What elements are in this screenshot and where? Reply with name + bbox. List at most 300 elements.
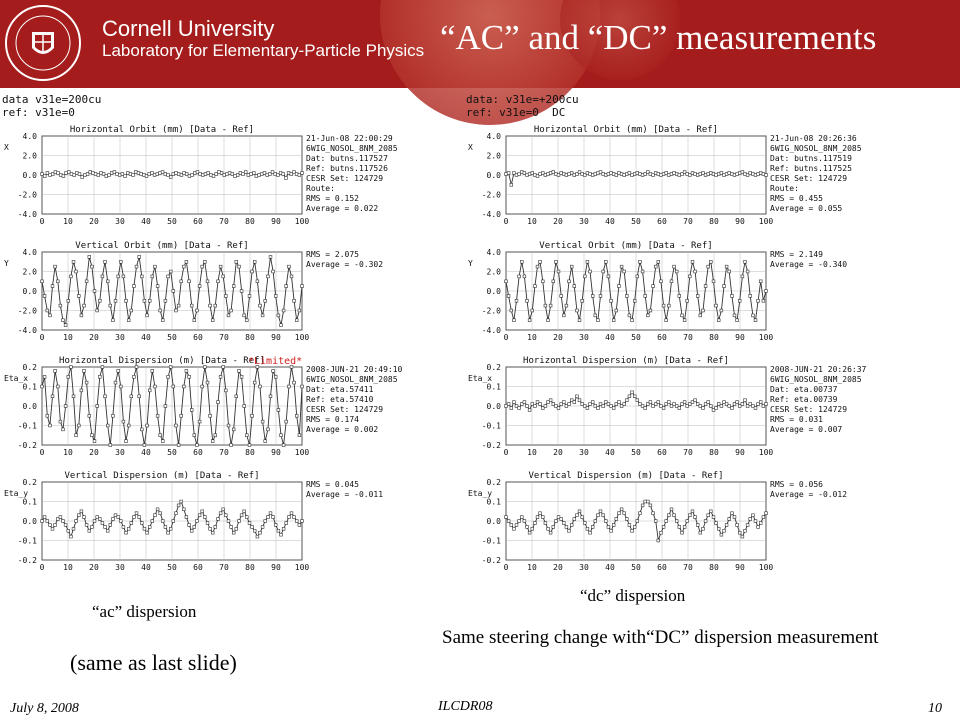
data-point bbox=[568, 173, 571, 176]
data-point bbox=[75, 270, 78, 273]
data-point bbox=[135, 512, 138, 515]
x-tick-label: 70 bbox=[683, 217, 693, 226]
data-point bbox=[245, 516, 248, 519]
data-point bbox=[549, 172, 552, 175]
data-point bbox=[301, 385, 304, 388]
data-point bbox=[741, 403, 744, 406]
data-point bbox=[125, 440, 128, 443]
data-point bbox=[293, 516, 296, 519]
caption-ac-dispersion: “ac” dispersion bbox=[92, 602, 197, 621]
data-point bbox=[267, 516, 270, 519]
info-line: 2008-JUN-21 20:49:10 bbox=[306, 365, 403, 374]
data-point bbox=[518, 407, 521, 410]
x-tick-label: 0 bbox=[503, 448, 509, 457]
data-point bbox=[243, 510, 246, 513]
data-point bbox=[180, 414, 183, 417]
data-point bbox=[513, 401, 516, 404]
data-point bbox=[113, 171, 116, 174]
data-point bbox=[586, 407, 589, 410]
data-point bbox=[84, 174, 87, 177]
data-point bbox=[573, 401, 576, 404]
data-point bbox=[282, 444, 285, 447]
x-tick-label: 80 bbox=[709, 333, 719, 342]
data-point bbox=[749, 403, 752, 406]
data-point bbox=[106, 424, 109, 427]
data-point bbox=[717, 527, 720, 530]
data-point bbox=[169, 366, 172, 369]
data-point bbox=[240, 290, 243, 293]
data-point bbox=[728, 270, 731, 273]
data-point bbox=[104, 526, 107, 529]
data-point bbox=[267, 428, 270, 431]
data-point bbox=[539, 512, 542, 515]
data-point bbox=[709, 510, 712, 513]
data-point bbox=[188, 280, 191, 283]
panel-right-horizontal-dispersion bbox=[466, 353, 867, 463]
data-point bbox=[523, 520, 526, 523]
data-point bbox=[583, 522, 586, 525]
x-tick-label: 30 bbox=[579, 563, 589, 572]
y-tick-label: 0.1 bbox=[22, 497, 37, 507]
data-point bbox=[148, 526, 151, 529]
y-axis-label: X bbox=[4, 143, 9, 152]
data-point bbox=[214, 304, 217, 307]
data-point bbox=[520, 516, 523, 519]
data-point bbox=[259, 304, 262, 307]
data-point bbox=[280, 533, 283, 536]
x-tick-label: 100 bbox=[758, 563, 774, 572]
data-point bbox=[688, 174, 691, 177]
data-point bbox=[667, 514, 670, 517]
data-point bbox=[203, 366, 206, 369]
data-point bbox=[217, 280, 220, 283]
data-point bbox=[64, 405, 67, 408]
data-point bbox=[161, 440, 164, 443]
data-point bbox=[169, 270, 172, 273]
info-line: Dat: eta.57411 bbox=[306, 385, 374, 394]
data-point bbox=[59, 516, 62, 519]
data-point bbox=[145, 175, 148, 178]
data-point bbox=[510, 524, 513, 527]
data-point bbox=[277, 529, 280, 532]
data-point bbox=[765, 403, 768, 406]
data-point bbox=[277, 314, 280, 317]
data-point bbox=[206, 522, 209, 525]
data-point bbox=[93, 440, 96, 443]
right-data-label: data: v31e=+200cu bbox=[466, 93, 579, 106]
x-tick-label: 90 bbox=[735, 563, 745, 572]
data-point bbox=[98, 299, 101, 302]
data-point bbox=[64, 524, 67, 527]
data-point bbox=[576, 395, 579, 398]
y-axis-label: Eta_y bbox=[4, 489, 29, 498]
info-line: Average = 0.002 bbox=[306, 425, 379, 434]
info-line: CESR Set: 124729 bbox=[306, 405, 384, 414]
data-point bbox=[133, 285, 136, 288]
data-point bbox=[122, 275, 125, 278]
data-point bbox=[54, 524, 57, 527]
data-point bbox=[77, 295, 80, 298]
data-point bbox=[604, 520, 607, 523]
data-point bbox=[196, 444, 199, 447]
data-point bbox=[589, 531, 592, 534]
data-point bbox=[293, 299, 296, 302]
data-point bbox=[641, 270, 644, 273]
data-point bbox=[109, 444, 112, 447]
data-point bbox=[526, 405, 529, 408]
data-point bbox=[126, 172, 129, 175]
info-line: 21-Jun-08 20:26:36 bbox=[770, 134, 857, 143]
data-point bbox=[699, 405, 702, 408]
data-point bbox=[657, 539, 660, 542]
data-point bbox=[654, 520, 657, 523]
data-point bbox=[623, 270, 626, 273]
x-tick-label: 60 bbox=[193, 563, 203, 572]
data-point bbox=[568, 529, 571, 532]
data-point bbox=[161, 520, 164, 523]
data-point bbox=[88, 414, 91, 417]
data-point bbox=[77, 424, 80, 427]
info-line: CESR Set: 124729 bbox=[770, 174, 848, 183]
data-point bbox=[604, 260, 607, 263]
data-point bbox=[134, 171, 137, 174]
footer-page-number: 10 bbox=[928, 701, 942, 716]
data-point bbox=[683, 319, 686, 322]
data-point bbox=[688, 403, 691, 406]
data-point bbox=[267, 275, 270, 278]
data-point bbox=[85, 280, 88, 283]
data-point bbox=[235, 260, 238, 263]
data-point bbox=[528, 173, 531, 176]
data-point bbox=[198, 514, 201, 517]
data-point bbox=[217, 401, 220, 404]
data-point bbox=[602, 405, 605, 408]
data-point bbox=[691, 510, 694, 513]
info-line: Ref: eta.00739 bbox=[770, 395, 838, 404]
data-point bbox=[260, 173, 263, 176]
data-point bbox=[552, 526, 555, 529]
data-point bbox=[161, 319, 164, 322]
y-tick-label: 0.0 bbox=[22, 171, 37, 180]
data-point bbox=[288, 516, 291, 519]
data-point bbox=[219, 512, 222, 515]
data-point bbox=[234, 175, 237, 178]
panel-right-horizontal-orbit bbox=[466, 122, 862, 232]
data-point bbox=[127, 424, 130, 427]
data-point bbox=[765, 174, 768, 177]
data-point bbox=[81, 176, 84, 179]
data-point bbox=[182, 508, 185, 511]
data-point bbox=[259, 531, 262, 534]
data-point bbox=[728, 518, 731, 521]
panel-title: Vertical Dispersion (m) [Data - Ref] bbox=[528, 471, 724, 481]
data-point bbox=[288, 385, 291, 388]
y-tick-label: 0.0 bbox=[22, 517, 37, 526]
data-point bbox=[507, 172, 510, 175]
right-ref-label: ref: v31e=0 DC bbox=[466, 106, 566, 119]
data-point bbox=[639, 173, 642, 176]
data-point bbox=[251, 414, 254, 417]
data-point bbox=[148, 389, 151, 392]
data-point bbox=[757, 526, 760, 529]
x-tick-label: 50 bbox=[631, 217, 641, 226]
data-point bbox=[277, 174, 280, 177]
data-point bbox=[154, 514, 157, 517]
data-point bbox=[146, 424, 149, 427]
data-point bbox=[586, 527, 589, 530]
data-point bbox=[203, 260, 206, 263]
data-point bbox=[762, 516, 765, 519]
x-tick-label: 70 bbox=[219, 563, 229, 572]
data-point bbox=[615, 518, 618, 521]
data-point bbox=[274, 173, 277, 176]
data-point bbox=[287, 172, 290, 175]
data-point bbox=[683, 526, 686, 529]
y-tick-label: 0.1 bbox=[486, 497, 501, 507]
data-point bbox=[688, 275, 691, 278]
x-tick-label: 0 bbox=[503, 563, 509, 572]
data-point bbox=[657, 401, 660, 404]
data-point bbox=[114, 514, 117, 517]
data-point bbox=[631, 391, 634, 394]
data-point bbox=[526, 299, 529, 302]
data-point bbox=[75, 172, 78, 175]
data-point bbox=[589, 403, 592, 406]
data-point bbox=[736, 319, 739, 322]
y-tick-label: 0.0 bbox=[22, 402, 37, 411]
data-point bbox=[660, 174, 663, 177]
data-point bbox=[678, 407, 681, 410]
data-point bbox=[114, 381, 117, 384]
data-point bbox=[702, 407, 705, 410]
data-point bbox=[83, 516, 86, 519]
x-tick-label: 50 bbox=[631, 448, 641, 457]
y-tick-label: -0.1 bbox=[481, 536, 501, 546]
x-tick-label: 70 bbox=[683, 333, 693, 342]
y-tick-label: -0.2 bbox=[17, 441, 37, 450]
data-point bbox=[240, 514, 243, 517]
data-point bbox=[164, 526, 167, 529]
data-point bbox=[41, 520, 44, 523]
data-point bbox=[88, 529, 91, 532]
data-point bbox=[57, 172, 60, 175]
data-point bbox=[96, 309, 99, 312]
data-point bbox=[293, 381, 296, 384]
data-point bbox=[599, 510, 602, 513]
data-point bbox=[41, 385, 44, 388]
data-point bbox=[148, 299, 151, 302]
data-point bbox=[204, 173, 207, 176]
data-point bbox=[72, 395, 75, 398]
x-tick-label: 10 bbox=[63, 217, 73, 226]
data-point bbox=[725, 265, 728, 268]
data-point bbox=[67, 375, 70, 378]
data-point bbox=[662, 304, 665, 307]
data-point bbox=[248, 295, 251, 298]
data-point bbox=[534, 285, 537, 288]
y-tick-label: -0.1 bbox=[17, 536, 37, 546]
data-point bbox=[539, 173, 542, 176]
data-point bbox=[578, 399, 581, 402]
info-line: Ref: butns.117526 bbox=[306, 164, 388, 173]
info-line: 6WIG_NOSOL_8NM_2085 bbox=[306, 375, 398, 384]
data-point bbox=[133, 516, 136, 519]
data-point bbox=[132, 174, 135, 177]
data-point bbox=[290, 512, 293, 515]
data-point bbox=[94, 173, 97, 176]
x-tick-label: 70 bbox=[219, 333, 229, 342]
data-point bbox=[224, 514, 227, 517]
data-point bbox=[667, 401, 670, 404]
slide-title: “AC” and “DC” measurements bbox=[440, 18, 877, 57]
info-line: CESR Set: 124729 bbox=[770, 405, 848, 414]
data-point bbox=[118, 174, 121, 177]
data-point bbox=[599, 403, 602, 406]
data-point bbox=[256, 535, 259, 538]
x-tick-label: 100 bbox=[758, 333, 774, 342]
y-axis-label: Eta_x bbox=[4, 374, 29, 383]
data-point bbox=[694, 270, 697, 273]
data-point bbox=[675, 520, 678, 523]
data-point bbox=[203, 516, 206, 519]
data-point bbox=[644, 295, 647, 298]
data-point bbox=[72, 527, 75, 530]
y-tick-label: 0.2 bbox=[486, 363, 501, 372]
x-tick-label: 50 bbox=[167, 217, 177, 226]
data-point bbox=[510, 407, 513, 410]
data-point bbox=[589, 270, 592, 273]
data-point bbox=[46, 309, 49, 312]
data-point bbox=[101, 522, 104, 525]
data-point bbox=[298, 309, 301, 312]
panel-title: Horizontal Orbit (mm) [Data - Ref] bbox=[533, 125, 719, 135]
data-point bbox=[694, 516, 697, 519]
data-point bbox=[534, 522, 537, 525]
data-point bbox=[639, 512, 642, 515]
x-tick-label: 30 bbox=[115, 448, 125, 457]
data-point bbox=[670, 280, 673, 283]
y-axis-label: Y bbox=[468, 259, 473, 268]
data-point bbox=[101, 275, 104, 278]
data-point bbox=[232, 285, 235, 288]
data-point bbox=[520, 260, 523, 263]
data-point bbox=[736, 524, 739, 527]
info-line: Average = -0.340 bbox=[770, 260, 848, 269]
data-point bbox=[201, 510, 204, 513]
data-point bbox=[43, 516, 46, 519]
data-point bbox=[526, 526, 529, 529]
data-point bbox=[665, 319, 668, 322]
data-point bbox=[177, 304, 180, 307]
x-tick-label: 100 bbox=[294, 217, 310, 226]
x-tick-label: 90 bbox=[271, 333, 281, 342]
data-point bbox=[227, 424, 230, 427]
y-axis-label: Eta_y bbox=[468, 489, 493, 498]
data-point bbox=[164, 405, 167, 408]
data-point bbox=[581, 299, 584, 302]
data-point bbox=[56, 280, 59, 283]
data-point bbox=[138, 516, 141, 519]
x-tick-label: 60 bbox=[657, 217, 667, 226]
data-point bbox=[618, 285, 621, 288]
footer-date: July 8, 2008 bbox=[10, 701, 79, 716]
data-point bbox=[715, 304, 718, 307]
data-point bbox=[227, 314, 230, 317]
data-point bbox=[156, 285, 159, 288]
data-point bbox=[578, 319, 581, 322]
data-point bbox=[510, 183, 513, 186]
x-tick-label: 50 bbox=[167, 333, 177, 342]
data-point bbox=[754, 520, 757, 523]
y-axis-label: Eta_x bbox=[468, 374, 493, 383]
data-point bbox=[117, 516, 120, 519]
data-point bbox=[175, 309, 178, 312]
data-point bbox=[678, 295, 681, 298]
data-point bbox=[59, 420, 62, 423]
info-line: RMS = 0.174 bbox=[306, 415, 359, 424]
cornell-seal-logo bbox=[4, 4, 82, 82]
data-point bbox=[43, 295, 46, 298]
data-point bbox=[130, 309, 133, 312]
data-point bbox=[639, 403, 642, 406]
caption-dc-steering-note: Same steering change with“DC” dispersion measurement bbox=[442, 627, 879, 648]
data-point bbox=[660, 531, 663, 534]
data-point bbox=[143, 299, 146, 302]
data-point bbox=[140, 173, 143, 176]
data-point bbox=[518, 173, 521, 176]
data-point bbox=[143, 444, 146, 447]
x-tick-label: 20 bbox=[89, 448, 99, 457]
data-point bbox=[720, 533, 723, 536]
data-point bbox=[214, 526, 217, 529]
limited-marker: *Limited* bbox=[248, 356, 303, 367]
data-point bbox=[235, 395, 238, 398]
y-tick-label: 0.2 bbox=[22, 478, 37, 487]
data-point bbox=[686, 299, 689, 302]
data-point bbox=[505, 516, 508, 519]
y-tick-label: -0.2 bbox=[481, 441, 501, 450]
data-point bbox=[610, 299, 613, 302]
data-point bbox=[547, 319, 550, 322]
info-line: RMS = 0.045 bbox=[306, 480, 359, 489]
y-tick-label: 0.2 bbox=[486, 478, 501, 487]
data-point bbox=[591, 295, 594, 298]
data-point bbox=[746, 270, 749, 273]
data-point bbox=[728, 172, 731, 175]
data-point bbox=[217, 518, 220, 521]
data-point bbox=[295, 520, 298, 523]
data-point bbox=[177, 173, 180, 176]
data-point bbox=[250, 173, 253, 176]
data-point bbox=[717, 319, 720, 322]
data-point bbox=[211, 319, 214, 322]
data-point bbox=[232, 531, 235, 534]
data-point bbox=[135, 265, 138, 268]
data-point bbox=[172, 520, 175, 523]
data-point bbox=[744, 399, 747, 402]
data-point bbox=[741, 535, 744, 538]
data-point bbox=[180, 500, 183, 503]
data-point bbox=[159, 309, 162, 312]
data-point bbox=[41, 280, 44, 283]
x-tick-label: 80 bbox=[709, 217, 719, 226]
x-tick-label: 100 bbox=[294, 563, 310, 572]
data-point bbox=[253, 260, 256, 263]
data-point bbox=[633, 395, 636, 398]
data-point bbox=[190, 304, 193, 307]
panel-left-horizontal-dispersion bbox=[2, 353, 403, 463]
info-line: Ref: eta.57410 bbox=[306, 395, 374, 404]
